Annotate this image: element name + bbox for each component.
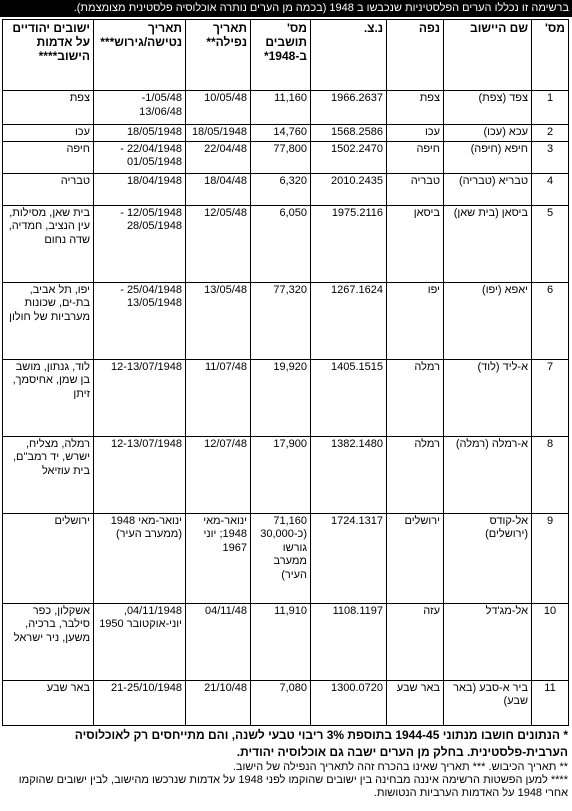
cell-num: 4: [532, 173, 569, 205]
cell-district: רמלה: [387, 436, 444, 513]
cell-flight-date: 18/05/1948: [94, 125, 186, 142]
cell-grid: 1382.1480: [311, 436, 387, 513]
table-row: [3, 125, 569, 142]
cell-name: צפד (צפת): [444, 91, 532, 125]
cell-num: 3: [532, 141, 569, 173]
table-row: [3, 282, 569, 359]
cell-name: טבריא (טבריה): [444, 173, 532, 205]
cell-flight-date: 12/05/1948 - 28/05/1948: [94, 205, 186, 282]
cell-grid: 1108.1197: [311, 603, 387, 680]
table-row: [3, 603, 569, 680]
cell-district: רמלה: [387, 359, 444, 436]
cell-flight-date: 12-13/07/1948: [94, 359, 186, 436]
cell-population: 11,160: [251, 91, 311, 125]
cell-population: 14,760: [251, 125, 311, 142]
cell-district: עזה: [387, 603, 444, 680]
cell-grid: 1502.2470: [311, 141, 387, 173]
table-row: [3, 91, 569, 125]
cell-num: 6: [532, 282, 569, 359]
cell-num: 1: [532, 91, 569, 125]
cell-jewish-settlements: חיפה: [3, 141, 94, 173]
table-row: [3, 141, 569, 173]
cell-fall-date: 11/07/48: [186, 359, 251, 436]
table-row: [3, 173, 569, 205]
cell-fall-date: 12/05/48: [186, 205, 251, 282]
top-banner: ברשימה זו נכללו הערים הפלסטיניות שנכבשו ב 1948 (בכמה מן הערים נותרה אוכלוסיה פלסטינית מצומצמת).: [0, 0, 572, 17]
cell-num: 11: [532, 680, 569, 725]
cell-grid: 1568.2586: [311, 125, 387, 142]
col-header-name: שם היישוב: [444, 20, 532, 91]
cell-jewish-settlements: לוד, גנתון, מושב בן שמן, אחיסמך, זיתן: [3, 359, 94, 436]
cell-district: חיפה: [387, 141, 444, 173]
cell-grid: 1267.1624: [311, 282, 387, 359]
cell-population: 6,320: [251, 173, 311, 205]
cell-population: 17,900: [251, 436, 311, 513]
cell-fall-date: 21/10/48: [186, 680, 251, 725]
cell-name: א-ליד (לוד): [444, 359, 532, 436]
cell-grid: 1724.1317: [311, 513, 387, 603]
cell-name: ביר א-סבע (באר שבע): [444, 680, 532, 725]
cell-fall-date: 12/07/48: [186, 436, 251, 513]
col-header-grid: נ.צ.: [311, 20, 387, 91]
cell-jewish-settlements: עכו: [3, 125, 94, 142]
cell-name: חיפא (חיפה): [444, 141, 532, 173]
cell-district: ביסאן: [387, 205, 444, 282]
cell-num: 2: [532, 125, 569, 142]
cell-name: אל-קודס (ירושלים): [444, 513, 532, 603]
table-row: [3, 513, 569, 603]
footnote-settlements: **** למען הפשטות הרשימה איננה מבחינה בין ישובים שהוקמו לפני 1948 על אדמות שנרכשו מהישוב, לבין ישובים שהוקמו אחרי 1948 על האדמות הערביות הנטושות.: [18, 774, 568, 799]
cell-jewish-settlements: רמלה, מצליח, ישרש, יד רמב"ם, בית עוזיאל: [3, 436, 94, 513]
col-header-flight-date: תאריך נטישה/גירוש***: [94, 20, 186, 91]
cell-population: 77,800: [251, 141, 311, 173]
cell-num: 10: [532, 603, 569, 680]
cell-fall-date: 13/05/48: [186, 282, 251, 359]
cities-table: [2, 19, 569, 726]
cell-name: א-רמלה (רמלה): [444, 436, 532, 513]
cell-jewish-settlements: ירושלים: [3, 513, 94, 603]
cell-flight-date: 1/05/48- 13/06/48: [94, 91, 186, 125]
cell-district: באר שבע: [387, 680, 444, 725]
cell-population: 71,160 (כ-30,000 גורשו ממערב העיר): [251, 513, 311, 603]
cell-fall-date: 22/04/48: [186, 141, 251, 173]
header-row: [3, 20, 569, 91]
cell-population: 19,920: [251, 359, 311, 436]
cell-grid: 1405.1515: [311, 359, 387, 436]
cell-jewish-settlements: טבריה: [3, 173, 94, 205]
cell-jewish-settlements: אשקלון, כפר סילבר, ברכיה, משען, ניר ישראל: [3, 603, 94, 680]
cell-name: אל-מג'דל: [444, 603, 532, 680]
footnotes: [4, 727, 568, 800]
table-row: [3, 359, 569, 436]
table-row: [3, 680, 569, 725]
cell-grid: 1975.2116: [311, 205, 387, 282]
cell-num: 8: [532, 436, 569, 513]
footnote-population: * הנתונים חושבו מנתוני 1944-45 בתוספת 3% ריבוי טבעי לשנה, והם מתייחסים רק לאוכלוסיה הערבית-פלסטינית. בחלק מן הערים ישבה גם אוכלוסיה יהודית.: [74, 728, 568, 759]
cell-flight-date: ינואר-מאי 1948 (ממערב העיר): [94, 513, 186, 603]
cell-flight-date: 22/04/1948 - 01/05/1948: [94, 141, 186, 173]
cell-grid: 1300.0720: [311, 680, 387, 725]
cell-flight-date: 25/04/1948 - 13/05/1948: [94, 282, 186, 359]
cell-flight-date: 04/11/1948, יוני-אוקטובר 1950: [94, 603, 186, 680]
cell-fall-date: 18/04/48: [186, 173, 251, 205]
cell-grid: 2010.2435: [311, 173, 387, 205]
cell-population: 7,080: [251, 680, 311, 725]
cell-fall-date: 18/05/1948: [186, 125, 251, 142]
cell-num: 7: [532, 359, 569, 436]
footnote-dates: ** תאריך הכיבוש. *** תאריך שאינו בהכרח זהה לתאריך הנפילה של הישוב.: [232, 761, 568, 773]
col-header-population: מס' תושבים ב-1948*: [251, 20, 311, 91]
col-header-num: מס': [532, 20, 569, 91]
table-row: [3, 436, 569, 513]
cell-population: 11,910: [251, 603, 311, 680]
cell-grid: 1966.2637: [311, 91, 387, 125]
cell-flight-date: 12-13/07/1948: [94, 436, 186, 513]
cell-flight-date: 18/04/1948: [94, 173, 186, 205]
col-header-district: נפה: [387, 20, 444, 91]
col-header-jewish-settlements: ישובים יהודיים על אדמות הישוב****: [3, 20, 94, 91]
cell-name: ביסאן (בית שאן): [444, 205, 532, 282]
cell-population: 77,320: [251, 282, 311, 359]
cell-population: 6,050: [251, 205, 311, 282]
cell-district: צפת: [387, 91, 444, 125]
cell-fall-date: 10/05/48: [186, 91, 251, 125]
cell-jewish-settlements: בית שאן, מסילות, עין הנציב, חמדיה, שדה נחום: [3, 205, 94, 282]
cell-fall-date: 04/11/48: [186, 603, 251, 680]
cell-fall-date: ינואר-מאי 1948; יוני 1967: [186, 513, 251, 603]
cell-jewish-settlements: יפו, תל אביב, בת-ים, שכונות מערביות של חולון: [3, 282, 94, 359]
col-header-fall-date: תאריך נפילה**: [186, 20, 251, 91]
cell-num: 5: [532, 205, 569, 282]
cell-name: עכא (עכו): [444, 125, 532, 142]
cell-district: טבריה: [387, 173, 444, 205]
cell-flight-date: 21-25/10/1948: [94, 680, 186, 725]
cell-district: ירושלים: [387, 513, 444, 603]
cell-name: יאפא (יפו): [444, 282, 532, 359]
cell-jewish-settlements: צפת: [3, 91, 94, 125]
cell-num: 9: [532, 513, 569, 603]
cell-jewish-settlements: באר שבע: [3, 680, 94, 725]
table-row: [3, 205, 569, 282]
cell-district: יפו: [387, 282, 444, 359]
cell-district: עכו: [387, 125, 444, 142]
